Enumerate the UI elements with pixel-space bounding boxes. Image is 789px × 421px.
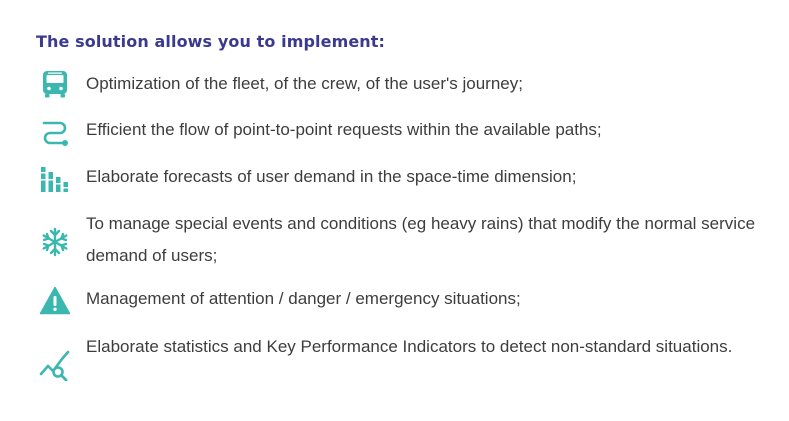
snowflake-icon (39, 226, 71, 258)
warning-icon (39, 285, 71, 317)
bar-chart-icon (39, 163, 71, 195)
feature-text: To manage special events and conditions (eg heavy rains) that modify the normal service demand of users; (86, 214, 756, 265)
feature-text: Elaborate forecasts of user demand in the space-time dimension; (86, 167, 577, 186)
route-path-icon (39, 115, 71, 147)
feature-text: Efficient the flow of point-to-point requests within the available paths; (86, 120, 602, 139)
section-heading: The solution allows you to implement: (36, 32, 386, 51)
chart-search-icon (39, 349, 71, 381)
bus-icon (39, 68, 71, 100)
feature-text: Elaborate statistics and Key Performance Indicators to detect non-standard situations. (86, 337, 733, 356)
feature-text: Management of attention / danger / emergency situations; (86, 289, 521, 308)
feature-text: Optimization of the fleet, of the crew, of the user's journey; (86, 74, 523, 93)
